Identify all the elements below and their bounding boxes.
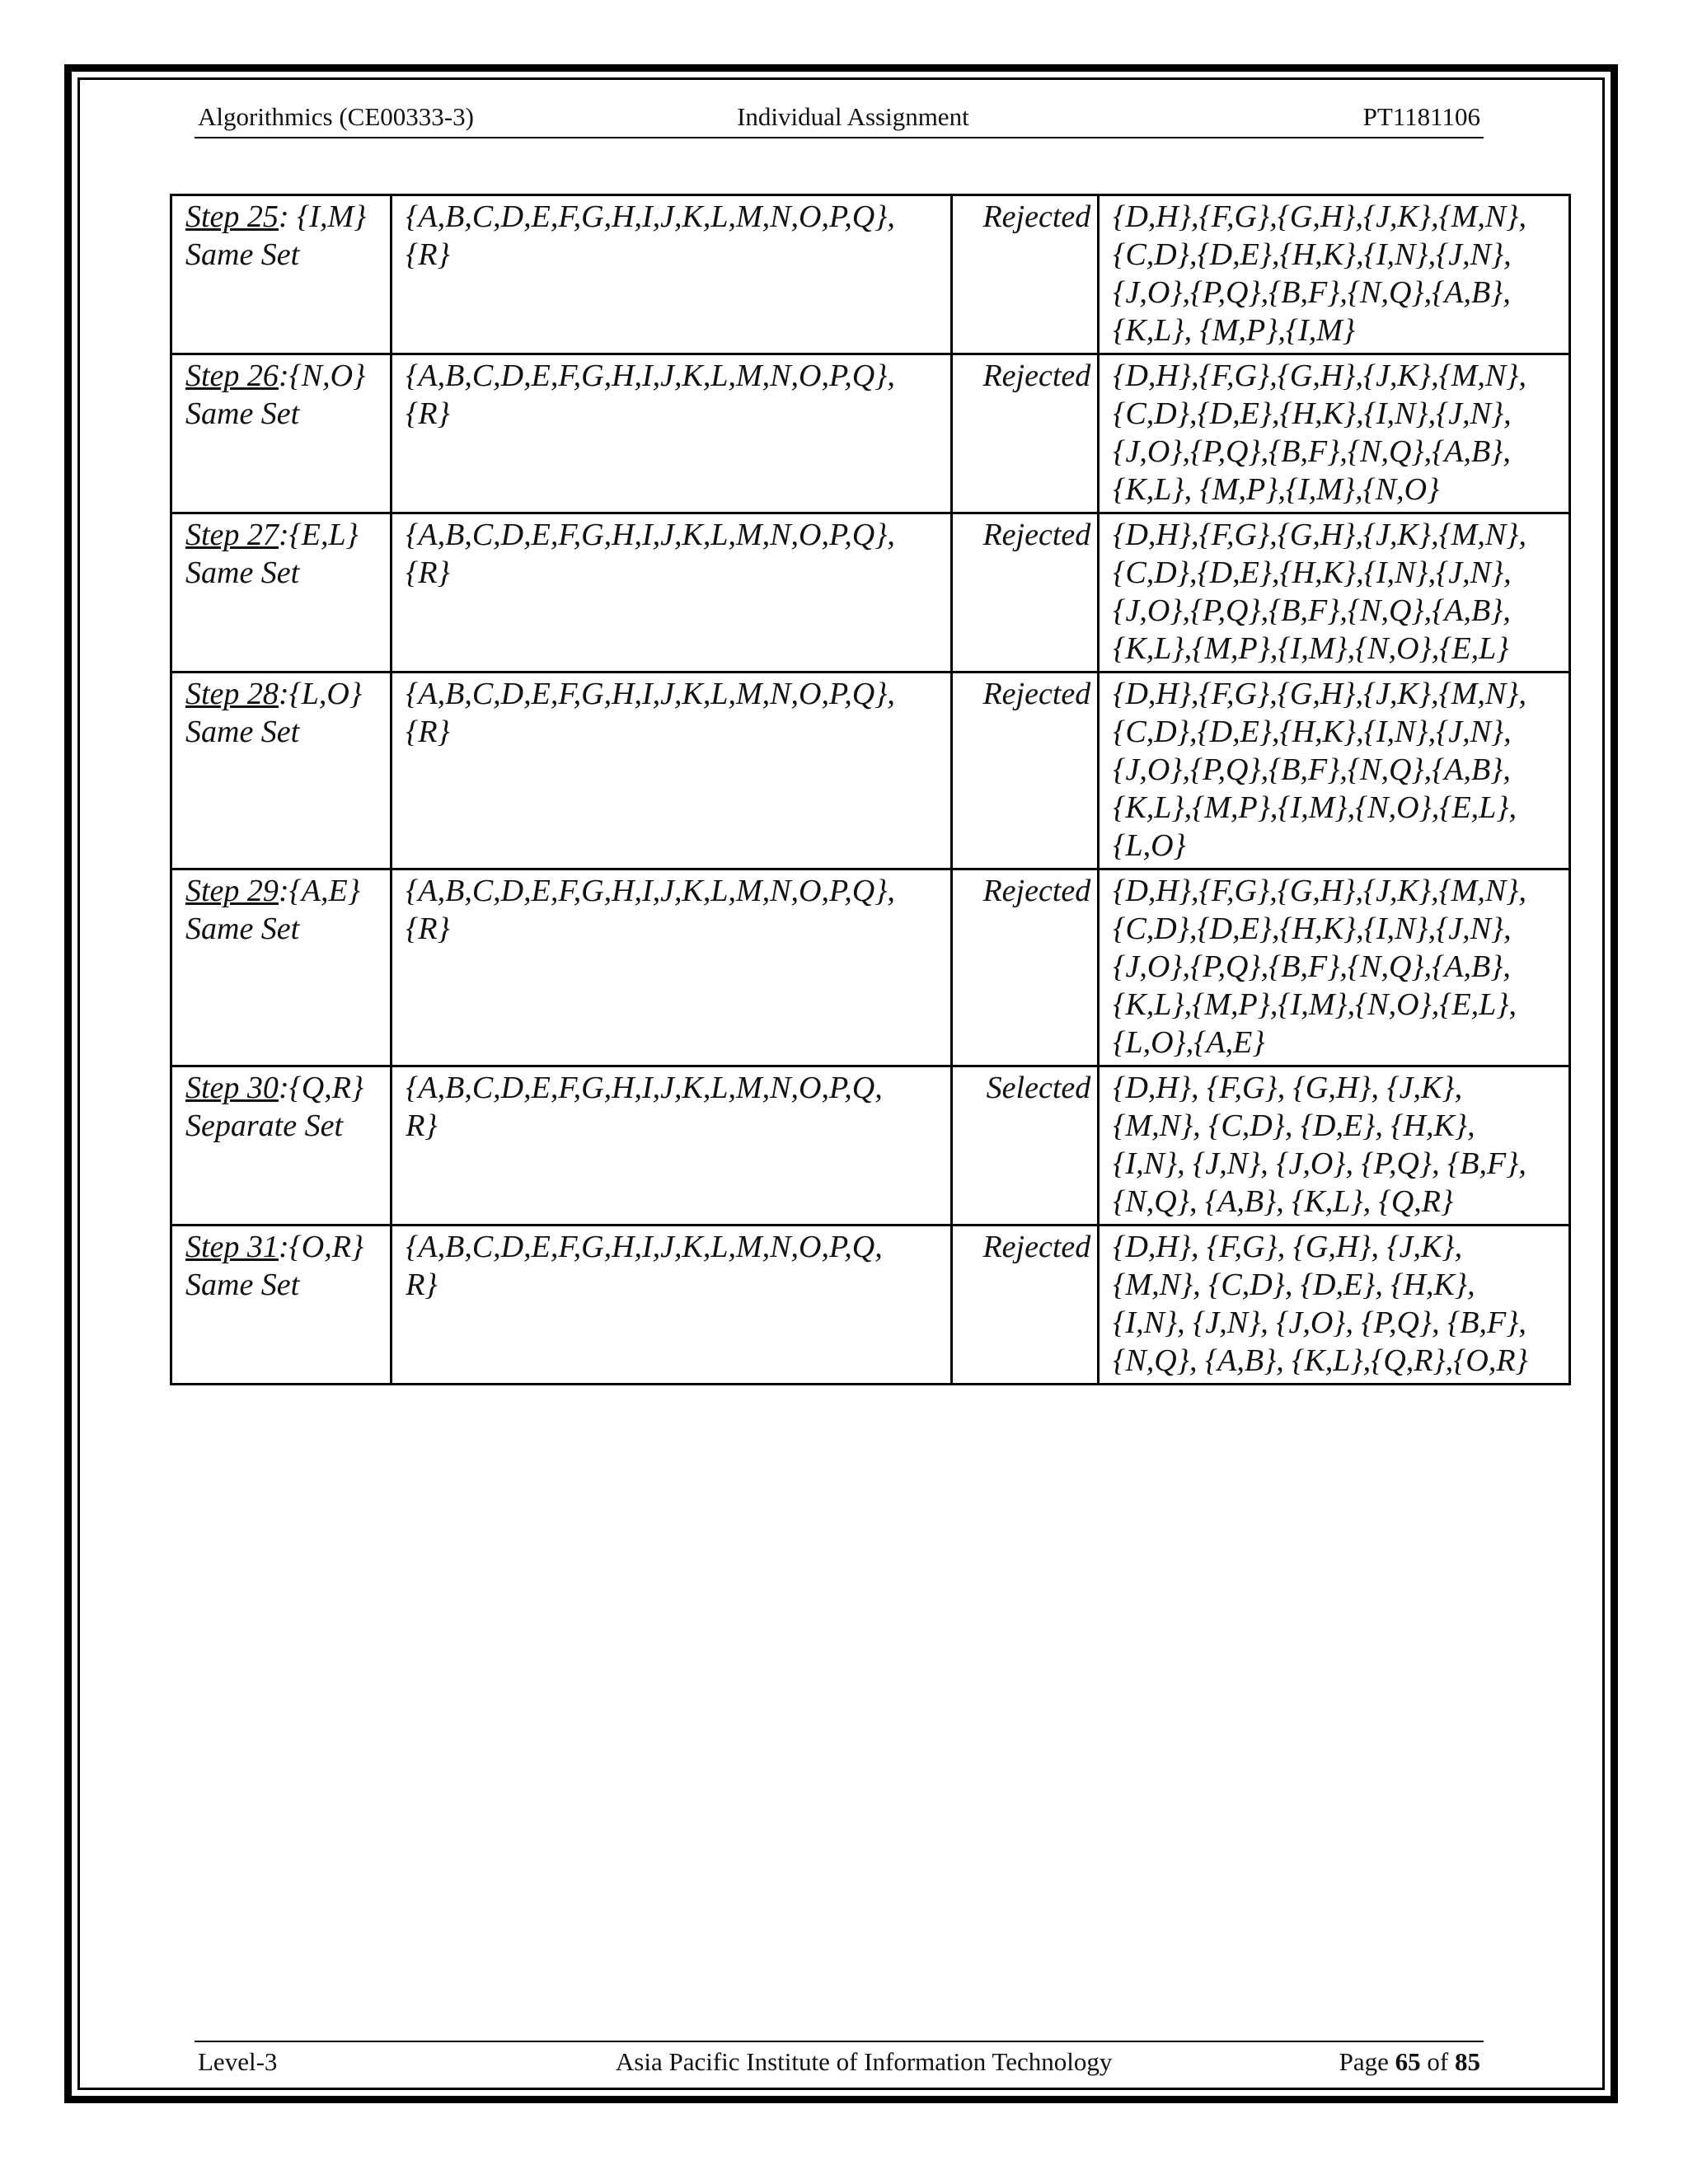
set-line: {R}: [406, 237, 450, 272]
table-row: [171, 1226, 1570, 1385]
footer-institute: Asia Pacific Institute of Information Technology: [615, 2047, 1113, 2076]
edge-line: {D,H},{F,G},{G,H},{J,K},{M,N},: [1113, 874, 1526, 908]
sets-cell: [392, 673, 952, 869]
step-edge: :{A,E}: [278, 874, 360, 908]
edge-line: {C,D},{D,E},{H,K},{I,N},{J,N},: [1113, 912, 1512, 946]
step-cell: [171, 1066, 392, 1226]
set-line: {A,B,C,D,E,F,G,H,I,J,K,L,M,N,O,P,Q},: [406, 199, 895, 234]
step-label: Step 30: [185, 1071, 279, 1105]
table-row: [171, 869, 1570, 1066]
edge-line: {D,H}, {F,G}, {G,H}, {J,K},: [1113, 1230, 1463, 1264]
page-total: 85: [1455, 2047, 1480, 2076]
step-edge: :{Q,R}: [278, 1071, 364, 1105]
set-line: R}: [406, 1108, 438, 1143]
status-cell: Selected: [951, 1066, 1098, 1226]
status-cell: Rejected: [951, 869, 1098, 1066]
edge-line: {I,N}, {J,N}, {J,O}, {P,Q}, {B,F},: [1113, 1305, 1526, 1340]
edge-line: {M,N}, {C,D}, {D,E}, {H,K},: [1113, 1108, 1475, 1143]
status-cell: Rejected: [951, 513, 1098, 673]
edge-line: {J,O},{P,Q},{B,F},{N,Q},{A,B},: [1113, 593, 1511, 628]
page-current: 65: [1395, 2047, 1421, 2076]
page-header: [195, 97, 1484, 138]
step-cell: [171, 195, 392, 354]
footer-level: Level-3: [198, 2047, 278, 2076]
set-line: {A,B,C,D,E,F,G,H,I,J,K,L,M,N,O,P,Q},: [406, 874, 895, 908]
edge-line: {K,L},{M,P},{I,M},{N,O},{E,L},: [1113, 790, 1517, 825]
page-prefix: Page: [1339, 2047, 1389, 2076]
step-label: Step 27: [185, 518, 279, 552]
kruskal-steps-table: [170, 194, 1571, 1385]
edge-line: {J,O},{P,Q},{B,F},{N,Q},{A,B},: [1113, 434, 1511, 469]
edge-line: {L,O},{A,E}: [1113, 1025, 1265, 1060]
step-edge: :{N,O}: [278, 359, 366, 393]
set-line: {R}: [406, 912, 450, 946]
edges-cell: [1099, 513, 1570, 673]
edge-line: {D,H}, {F,G}, {G,H}, {J,K},: [1113, 1071, 1463, 1105]
status-cell: Rejected: [951, 1226, 1098, 1385]
step-edge: :{O,R}: [278, 1230, 364, 1264]
step-set-type: Same Set: [185, 396, 300, 431]
step-cell: [171, 513, 392, 673]
edges-cell: [1099, 195, 1570, 354]
step-set-type: Separate Set: [185, 1108, 344, 1143]
edge-line: {K,L},{M,P},{I,M},{N,O},{E,L}: [1113, 631, 1509, 666]
step-label: Step 28: [185, 677, 279, 711]
edge-line: {K,L}, {M,P},{I,M},{N,O}: [1113, 472, 1440, 507]
edges-cell: [1099, 1066, 1570, 1226]
step-set-type: Same Set: [185, 1268, 300, 1302]
edge-line: {J,O},{P,Q},{B,F},{N,Q},{A,B},: [1113, 949, 1511, 984]
set-line: {A,B,C,D,E,F,G,H,I,J,K,L,M,N,O,P,Q},: [406, 518, 895, 552]
set-line: {R}: [406, 396, 450, 431]
step-set-type: Same Set: [185, 912, 300, 946]
edge-line: {D,H},{F,G},{G,H},{J,K},{M,N},: [1113, 199, 1526, 234]
step-set-type: Same Set: [185, 715, 300, 749]
table-row: [171, 195, 1570, 354]
table-row: [171, 673, 1570, 869]
header-student-id: PT1181106: [1362, 102, 1480, 131]
status-cell: Rejected: [951, 195, 1098, 354]
edge-line: {N,Q}, {A,B}, {K,L}, {Q,R}: [1113, 1184, 1454, 1219]
step-cell: [171, 1226, 392, 1385]
set-line: R}: [406, 1268, 438, 1302]
page-footer: [195, 2041, 1484, 2079]
edge-line: {I,N}, {J,N}, {J,O}, {P,Q}, {B,F},: [1113, 1146, 1526, 1181]
set-line: {R}: [406, 715, 450, 749]
step-cell: [171, 869, 392, 1066]
edge-line: {D,H},{F,G},{G,H},{J,K},{M,N},: [1113, 359, 1526, 393]
edge-line: {K,L}, {M,P},{I,M}: [1113, 313, 1356, 348]
header-course: Algorithmics (CE00333-3): [198, 102, 474, 131]
step-set-type: Same Set: [185, 237, 300, 272]
set-line: {A,B,C,D,E,F,G,H,I,J,K,L,M,N,O,P,Q},: [406, 359, 895, 393]
edge-line: {C,D},{D,E},{H,K},{I,N},{J,N},: [1113, 555, 1512, 590]
step-edge: : {I,M}: [278, 199, 367, 234]
edges-cell: [1099, 354, 1570, 513]
edge-line: {C,D},{D,E},{H,K},{I,N},{J,N},: [1113, 715, 1512, 749]
set-line: {R}: [406, 555, 450, 590]
step-edge: :{L,O}: [278, 677, 363, 711]
edge-line: {D,H},{F,G},{G,H},{J,K},{M,N},: [1113, 677, 1526, 711]
edges-cell: [1099, 673, 1570, 869]
sets-cell: [392, 195, 952, 354]
table-row: [171, 513, 1570, 673]
sets-cell: [392, 869, 952, 1066]
step-label: Step 26: [185, 359, 279, 393]
edges-cell: [1099, 869, 1570, 1066]
set-line: {A,B,C,D,E,F,G,H,I,J,K,L,M,N,O,P,Q,: [406, 1071, 883, 1105]
edge-line: {K,L},{M,P},{I,M},{N,O},{E,L},: [1113, 987, 1517, 1022]
edge-line: {J,O},{P,Q},{B,F},{N,Q},{A,B},: [1113, 752, 1511, 787]
sets-cell: [392, 1226, 952, 1385]
edge-line: {L,O}: [1113, 828, 1186, 863]
step-label: Step 25: [185, 199, 279, 234]
table-row: [171, 1066, 1570, 1226]
edge-line: {D,H},{F,G},{G,H},{J,K},{M,N},: [1113, 518, 1526, 552]
step-set-type: Same Set: [185, 555, 300, 590]
footer-page-number: [1339, 2047, 1480, 2077]
set-line: {A,B,C,D,E,F,G,H,I,J,K,L,M,N,O,P,Q,: [406, 1230, 883, 1264]
step-cell: [171, 354, 392, 513]
set-line: {A,B,C,D,E,F,G,H,I,J,K,L,M,N,O,P,Q},: [406, 677, 895, 711]
sets-cell: [392, 1066, 952, 1226]
edges-cell: [1099, 1226, 1570, 1385]
step-edge: :{E,L}: [278, 518, 359, 552]
edge-line: {C,D},{D,E},{H,K},{I,N},{J,N},: [1113, 396, 1512, 431]
sets-cell: [392, 354, 952, 513]
status-cell: Rejected: [951, 673, 1098, 869]
page-of: of: [1427, 2047, 1449, 2076]
edge-line: {N,Q}, {A,B}, {K,L},{Q,R},{O,R}: [1113, 1343, 1528, 1378]
step-cell: [171, 673, 392, 869]
edge-line: {J,O},{P,Q},{B,F},{N,Q},{A,B},: [1113, 275, 1511, 310]
step-label: Step 29: [185, 874, 279, 908]
edge-line: {C,D},{D,E},{H,K},{I,N},{J,N},: [1113, 237, 1512, 272]
header-assignment: Individual Assignment: [737, 102, 969, 131]
sets-cell: [392, 513, 952, 673]
step-label: Step 31: [185, 1230, 279, 1264]
edge-line: {M,N}, {C,D}, {D,E}, {H,K},: [1113, 1268, 1475, 1302]
status-cell: Rejected: [951, 354, 1098, 513]
table-row: [171, 354, 1570, 513]
